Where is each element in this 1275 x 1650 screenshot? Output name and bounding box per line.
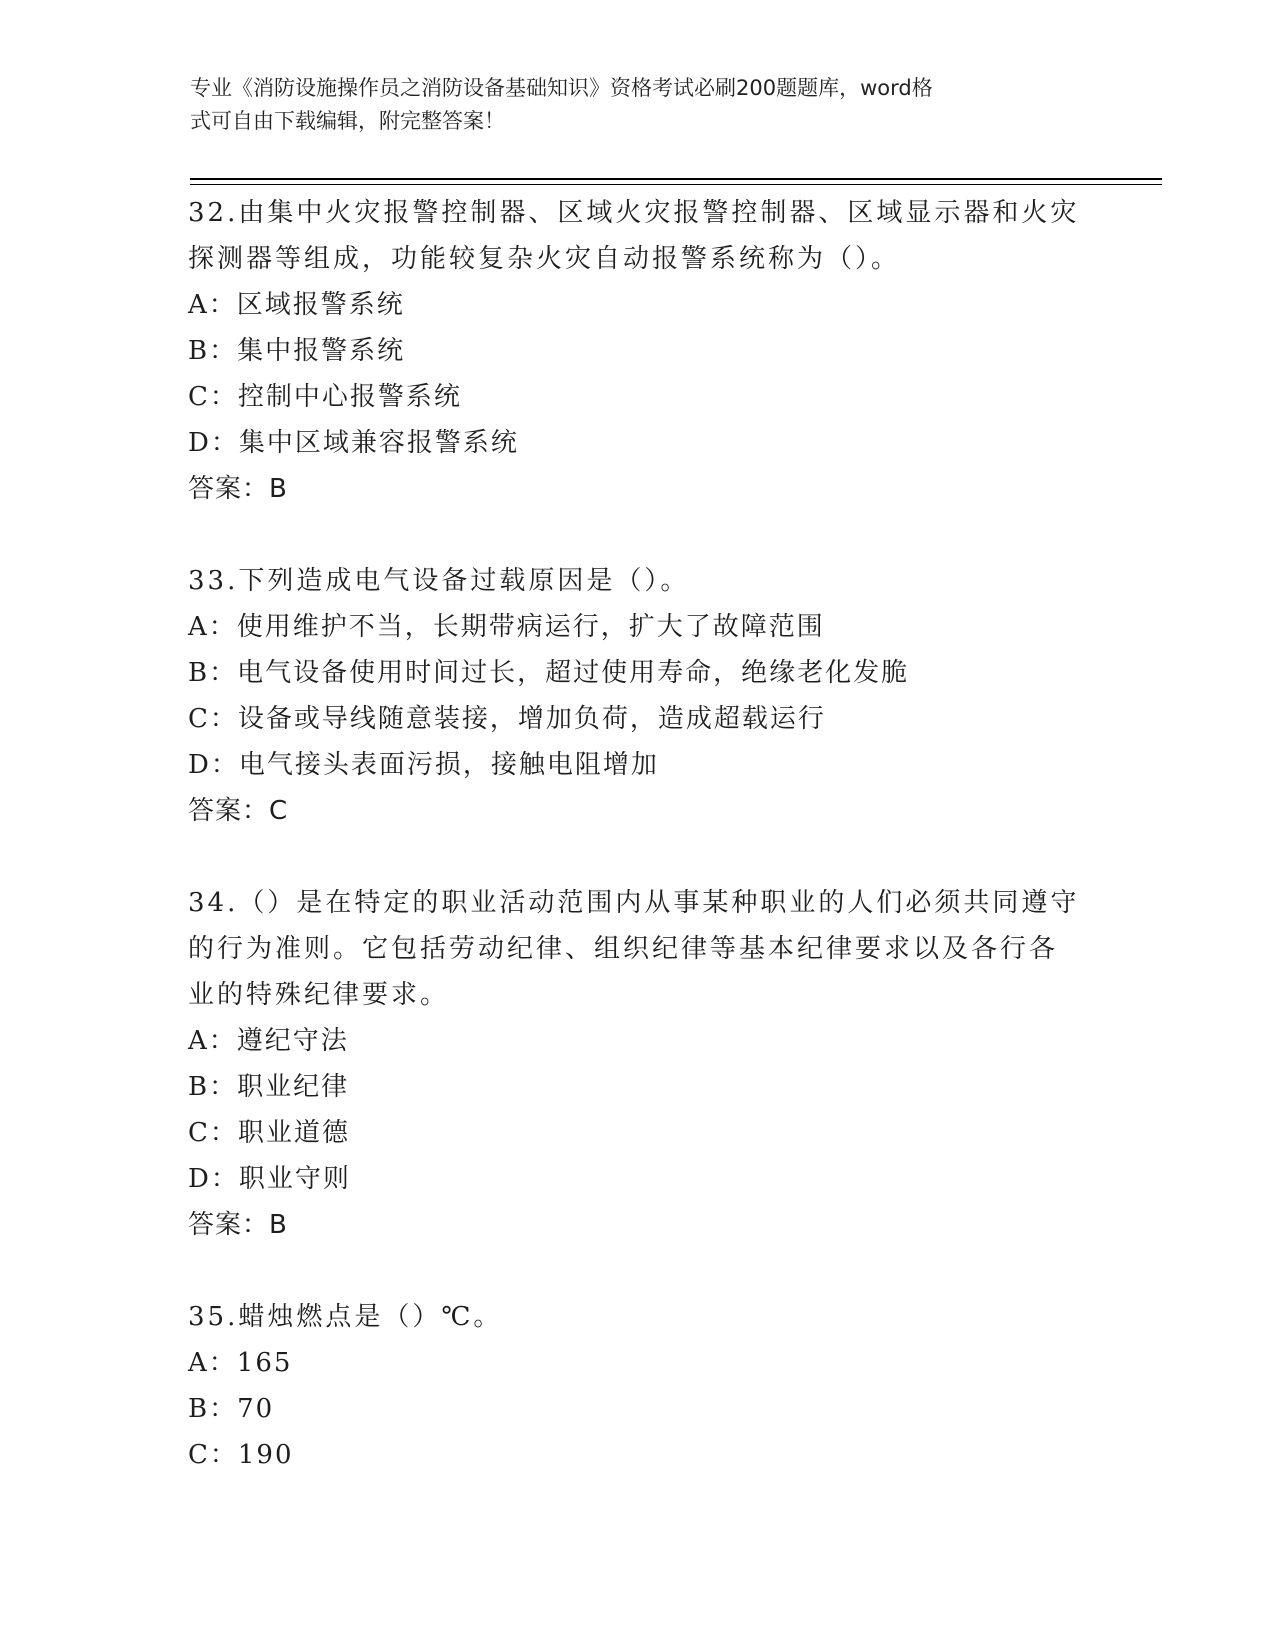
header-divider-thick: [190, 178, 1162, 180]
question-34: [188, 880, 1088, 1248]
option-b: B：电气设备使用时间过长，超过使用寿命，绝缘老化发脆: [188, 658, 910, 688]
document-header: [190, 72, 1090, 138]
option-b: B：职业纪律: [188, 1072, 350, 1102]
option-a: A：165: [188, 1348, 293, 1378]
option-d: D：职业守则: [188, 1164, 351, 1194]
question-spacer: [188, 834, 1088, 880]
option-d: D：电气接头表面污损，接触电阻增加: [188, 750, 659, 780]
question-list: [188, 190, 1088, 1478]
question-stem-line: 33.下列造成电气设备过载原因是（）。: [188, 566, 690, 596]
option-a: A：遵纪守法: [188, 1026, 349, 1056]
option-c: C：设备或导线随意装接，增加负荷，造成超载运行: [188, 704, 826, 734]
header-divider-thin: [190, 184, 1162, 185]
option-a: A：使用维护不当，长期带病运行，扩大了故障范围: [188, 612, 825, 642]
option-c: C：控制中心报警系统: [188, 382, 462, 412]
question-stem-line: 的行为准则。它包括劳动纪律、组织纪律等基本纪律要求以及各行各: [188, 934, 1059, 964]
answer: 答案：B: [188, 474, 288, 504]
question-stem-line: 探测器等组成，功能较复杂火灾自动报警系统称为（）。: [188, 244, 901, 274]
header-line-2: 式可自由下载编辑，附完整答案！: [190, 109, 505, 133]
option-d: D：集中区域兼容报警系统: [188, 428, 519, 458]
question-spacer: [188, 1248, 1088, 1294]
question-spacer: [188, 512, 1088, 558]
question-stem-line: 35.蜡烛燃点是（）℃。: [188, 1302, 503, 1332]
question-32: [188, 190, 1088, 512]
question-33: [188, 558, 1088, 834]
answer: 答案：C: [188, 796, 289, 826]
header-line-1: 专业《消防设施操作员之消防设备基础知识》资格考试必刷200题题库，word格: [190, 76, 933, 100]
question-stem-line: 32.由集中火灾报警控制器、区域火灾报警控制器、区域显示器和火灾: [188, 198, 1080, 228]
option-a: A：区域报警系统: [188, 290, 405, 320]
option-b: B：集中报警系统: [188, 336, 406, 366]
answer: 答案：B: [188, 1210, 288, 1240]
question-stem-line: 业的特殊纪律要求。: [188, 980, 450, 1010]
option-c: C：职业道德: [188, 1118, 350, 1148]
question-35: [188, 1294, 1088, 1478]
option-c: C：190: [188, 1440, 294, 1470]
question-stem-line: 34.（）是在特定的职业活动范围内从事某种职业的人们必须共同遵守: [188, 888, 1080, 918]
option-b: B：70: [188, 1394, 275, 1424]
